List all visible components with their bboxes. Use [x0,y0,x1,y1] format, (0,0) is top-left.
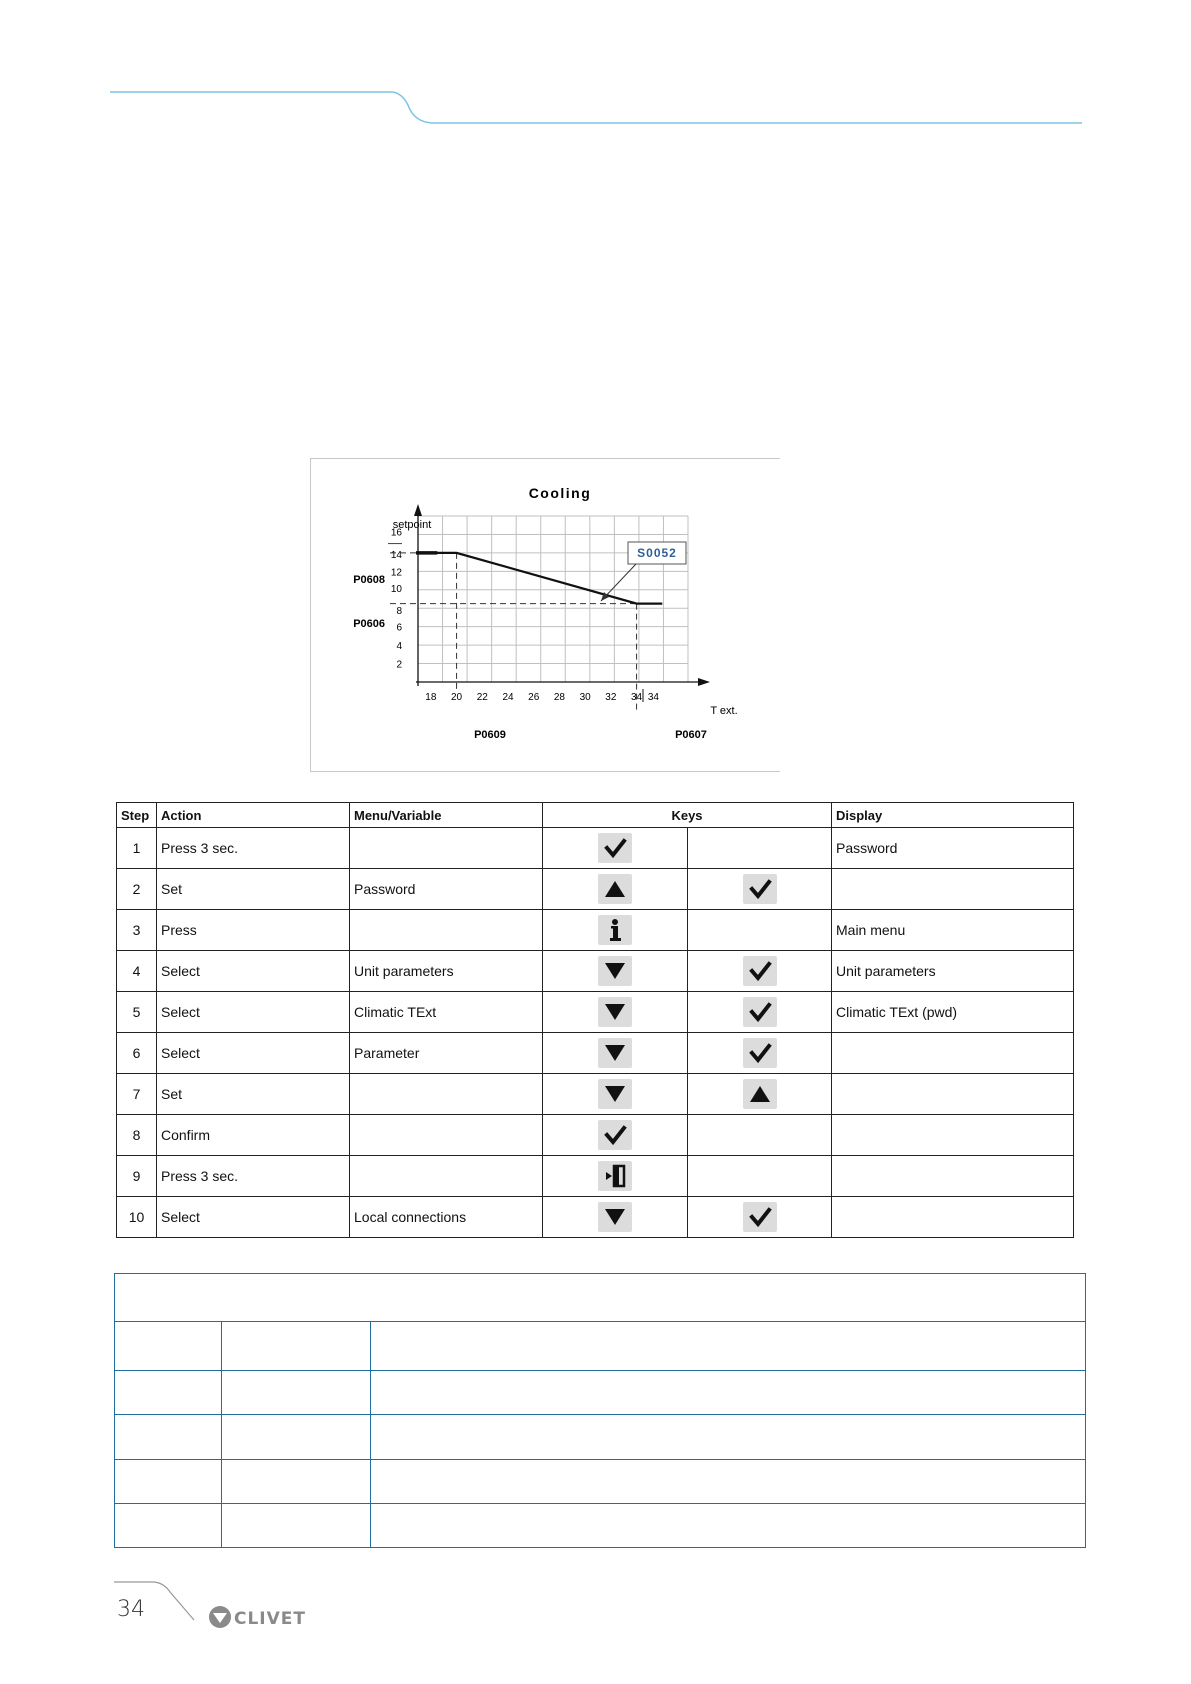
chart-series [416,553,662,604]
check-icon [743,1038,777,1068]
y-tick-label: 10 [390,583,402,595]
table-cell [222,1371,371,1415]
step-action: Press 3 sec. [157,1156,350,1197]
table-cell [115,1504,222,1548]
step-menu-variable [350,1115,543,1156]
step-number: 6 [117,1033,157,1074]
header-action: Action [157,803,350,828]
up-icon [743,1079,777,1109]
step-number: 7 [117,1074,157,1115]
table-row [117,1156,1074,1197]
chart-grid [418,516,688,682]
step-number: 8 [117,1115,157,1156]
key-cell [543,869,688,910]
step-action: Press 3 sec. [157,828,350,869]
table-row [115,1371,1086,1415]
info-icon [598,915,632,945]
up-icon [598,874,632,904]
step-action: Set [157,1074,350,1115]
down-icon [598,1079,632,1109]
y-axis-arrow [414,504,422,516]
key-cell [688,951,832,992]
step-display [832,1033,1074,1074]
table-cell [115,1371,222,1415]
y-axis-label: setpoint [392,519,432,531]
table-cell [371,1322,1086,1371]
step-display: Unit parameters [832,951,1074,992]
header-step: Step [117,803,157,828]
table-cell [115,1460,222,1504]
key-cell [543,992,688,1033]
key-cell [543,910,688,951]
check-icon [598,833,632,863]
logo-text: CLIVET [234,1609,306,1629]
header-rule [0,0,1191,130]
header-menu: Menu/Variable [350,803,543,828]
y-tick-label: 6 [396,622,402,634]
exit-icon [598,1161,632,1191]
x-tick-label: 22 [476,692,488,703]
key-cell [688,992,832,1033]
step-display [832,1074,1074,1115]
steps-body [117,828,1074,1238]
label-p0609: P0609 [474,729,506,741]
table-row [115,1460,1086,1504]
step-action: Confirm [157,1115,350,1156]
step-action: Select [157,1033,350,1074]
step-menu-variable: Climatic TExt [350,992,543,1033]
step-menu-variable: Password [350,869,543,910]
table-cell [371,1460,1086,1504]
table-cell [222,1504,371,1548]
key-cell [688,1033,832,1074]
step-number: 5 [117,992,157,1033]
key-cell [543,1074,688,1115]
x-tick-label: 28 [553,692,565,703]
table-row [117,1115,1074,1156]
key-cell [688,869,832,910]
key-cell [543,828,688,869]
check-icon [743,874,777,904]
x-axis-label: T ext. [710,705,738,717]
steps-table [116,802,1074,1238]
y-tick-label: 4 [396,641,402,653]
key-cell [688,1197,832,1238]
key-cell [543,951,688,992]
table-row [117,869,1074,910]
check-icon [743,1202,777,1232]
table-row [117,1074,1074,1115]
step-action: Select [157,1197,350,1238]
x-tick-label: 24 [502,692,514,703]
y-tick-labels [388,527,402,670]
step-action: Press [157,910,350,951]
table-row [117,951,1074,992]
label-p0608: P0608 [353,574,385,586]
step-number: 9 [117,1156,157,1197]
step-menu-variable [350,1074,543,1115]
down-icon [598,1038,632,1068]
chart-title: Cooling [528,485,592,501]
step-number: 2 [117,869,157,910]
step-menu-variable: Unit parameters [350,951,543,992]
label-p0607: P0607 [675,729,707,741]
table-cell [371,1415,1086,1460]
key-cell [543,1115,688,1156]
table-cell [115,1322,222,1371]
table-row [117,1197,1074,1238]
cooling-chart [310,458,780,772]
table-cell [115,1274,1086,1322]
step-menu-variable: Local connections [350,1197,543,1238]
table-cell [371,1371,1086,1415]
step-display: Password [832,828,1074,869]
down-icon [598,1202,632,1232]
key-cell [543,1033,688,1074]
table-header-row [117,803,1074,828]
table-row [115,1504,1086,1548]
y-tick-label: 2 [396,659,402,671]
y-tick-label: 8 [396,606,402,618]
down-icon [598,956,632,986]
series-label: S0052 [637,546,677,560]
key-cell [688,1074,832,1115]
table-row [117,1033,1074,1074]
table-cell [371,1504,1086,1548]
x-tick-labels [425,689,659,703]
clivet-logo [209,1605,339,1631]
step-display [832,1156,1074,1197]
table-cell [222,1322,371,1371]
key-cell [543,1156,688,1197]
x-tick-label: 30 [579,692,591,703]
table-row [115,1415,1086,1460]
step-number: 4 [117,951,157,992]
check-icon [598,1120,632,1150]
x-tick-label: 34 [631,692,643,703]
key-cell [688,828,832,869]
step-display: Climatic TExt (pwd) [832,992,1074,1033]
step-action: Select [157,951,350,992]
chart-axes [414,504,710,686]
key-cell [688,1115,832,1156]
y-tick-label: 16 [390,527,402,539]
step-number: 3 [117,910,157,951]
step-action: Set [157,869,350,910]
step-display [832,869,1074,910]
header-keys: Keys [543,803,832,828]
check-icon [743,997,777,1027]
label-p0606: P0606 [353,618,385,630]
y-tick-label: 12 [390,567,402,579]
table-row [117,992,1074,1033]
table-cell [222,1460,371,1504]
table-row [115,1274,1086,1322]
chart-guides [390,553,637,710]
step-menu-variable [350,828,543,869]
step-menu-variable [350,910,543,951]
step-menu-variable: Parameter [350,1033,543,1074]
header-display: Display [832,803,1074,828]
step-action: Select [157,992,350,1033]
down-icon [598,997,632,1027]
y-tick-label: 14 [390,549,402,561]
step-menu-variable [350,1156,543,1197]
table-row [117,910,1074,951]
x-tick-label: 20 [451,692,463,703]
table-cell [222,1415,371,1460]
step-display [832,1197,1074,1238]
key-cell [688,910,832,951]
check-icon [743,956,777,986]
x-axis-arrow [698,678,710,686]
parameter-table [114,1273,1086,1548]
table-row [117,828,1074,869]
step-number: 1 [117,828,157,869]
x-tick-label: 26 [528,692,540,703]
key-cell [543,1197,688,1238]
x-tick-label: 18 [425,692,437,703]
step-display: Main menu [832,910,1074,951]
step-number: 10 [117,1197,157,1238]
table-cell [115,1415,222,1460]
step-display [832,1115,1074,1156]
x-tick-label: 32 [605,692,617,703]
page-number: 34 [117,1597,145,1622]
table-row [115,1322,1086,1371]
key-cell [688,1156,832,1197]
x-tick-label: 34 [647,692,659,703]
